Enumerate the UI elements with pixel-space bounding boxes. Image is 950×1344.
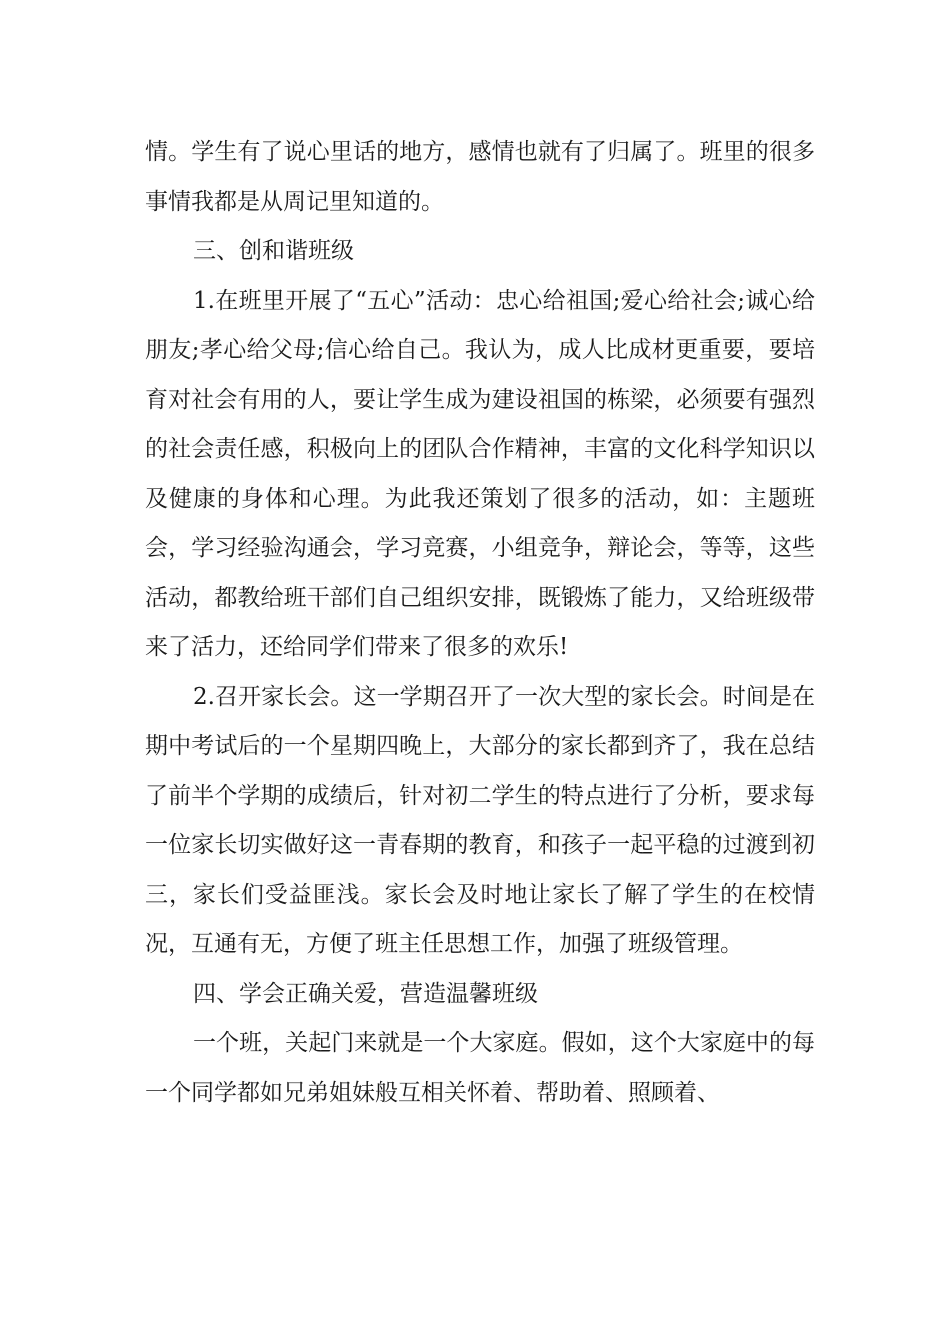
paragraph-continuation: 情。学生有了说心里话的地方，感情也就有了归属了。班里的很多事情我都是从周记里知道的。 [145, 139, 815, 215]
paragraph-class-family: 一个班，关起门来就是一个大家庭。假如，这个大家庭中的每一个同学都如兄弟姐妹般互相关怀着、帮助着、照顾着、 [145, 1030, 815, 1106]
section-heading-four: 四、学会正确关爱，营造温馨班级 [193, 980, 538, 1007]
paragraph-parent-meeting: 2.召开家长会。这一学期召开了一次大型的家长会。时间是在期中考试后的一个星期四晚上，大部分的家长都到齐了，我在总结了前半个学期的成绩后，针对初二学生的特点进行了分析，要求每一位家长切实做好这一青春期的教育，和孩子一起平稳的过渡到初三，家长们受益匪浅。家长会及时地让家长了解了学生的在校情况，互通有无，方便了班主任思想工作，加强了班级管理。 [145, 683, 815, 957]
paragraph-five-hearts-activity: 1.在班里开展了“五心”活动：忠心给祖国;爱心给社会;诚心给朋友;孝心给父母;信心给自己。我认为，成人比成材更重要，要培育对社会有用的人，要让学生成为建设祖国的栋梁，必须要有强烈的社会责任感，积极向上的团队合作精神，丰富的文化科学知识以及健康的身体和心理。为此我还策划了很多的活动，如：主题班会，学习经验沟通会，学习竞赛，小组竞争，辩论会，等等，这些活动，都教给班干部们自己组织安排，既锻炼了能力，又给班级带来了活力，还给同学们带来了很多的欢乐! [145, 287, 815, 660]
document-body [145, 128, 815, 1118]
section-heading-three: 三、创和谐班级 [193, 238, 354, 264]
